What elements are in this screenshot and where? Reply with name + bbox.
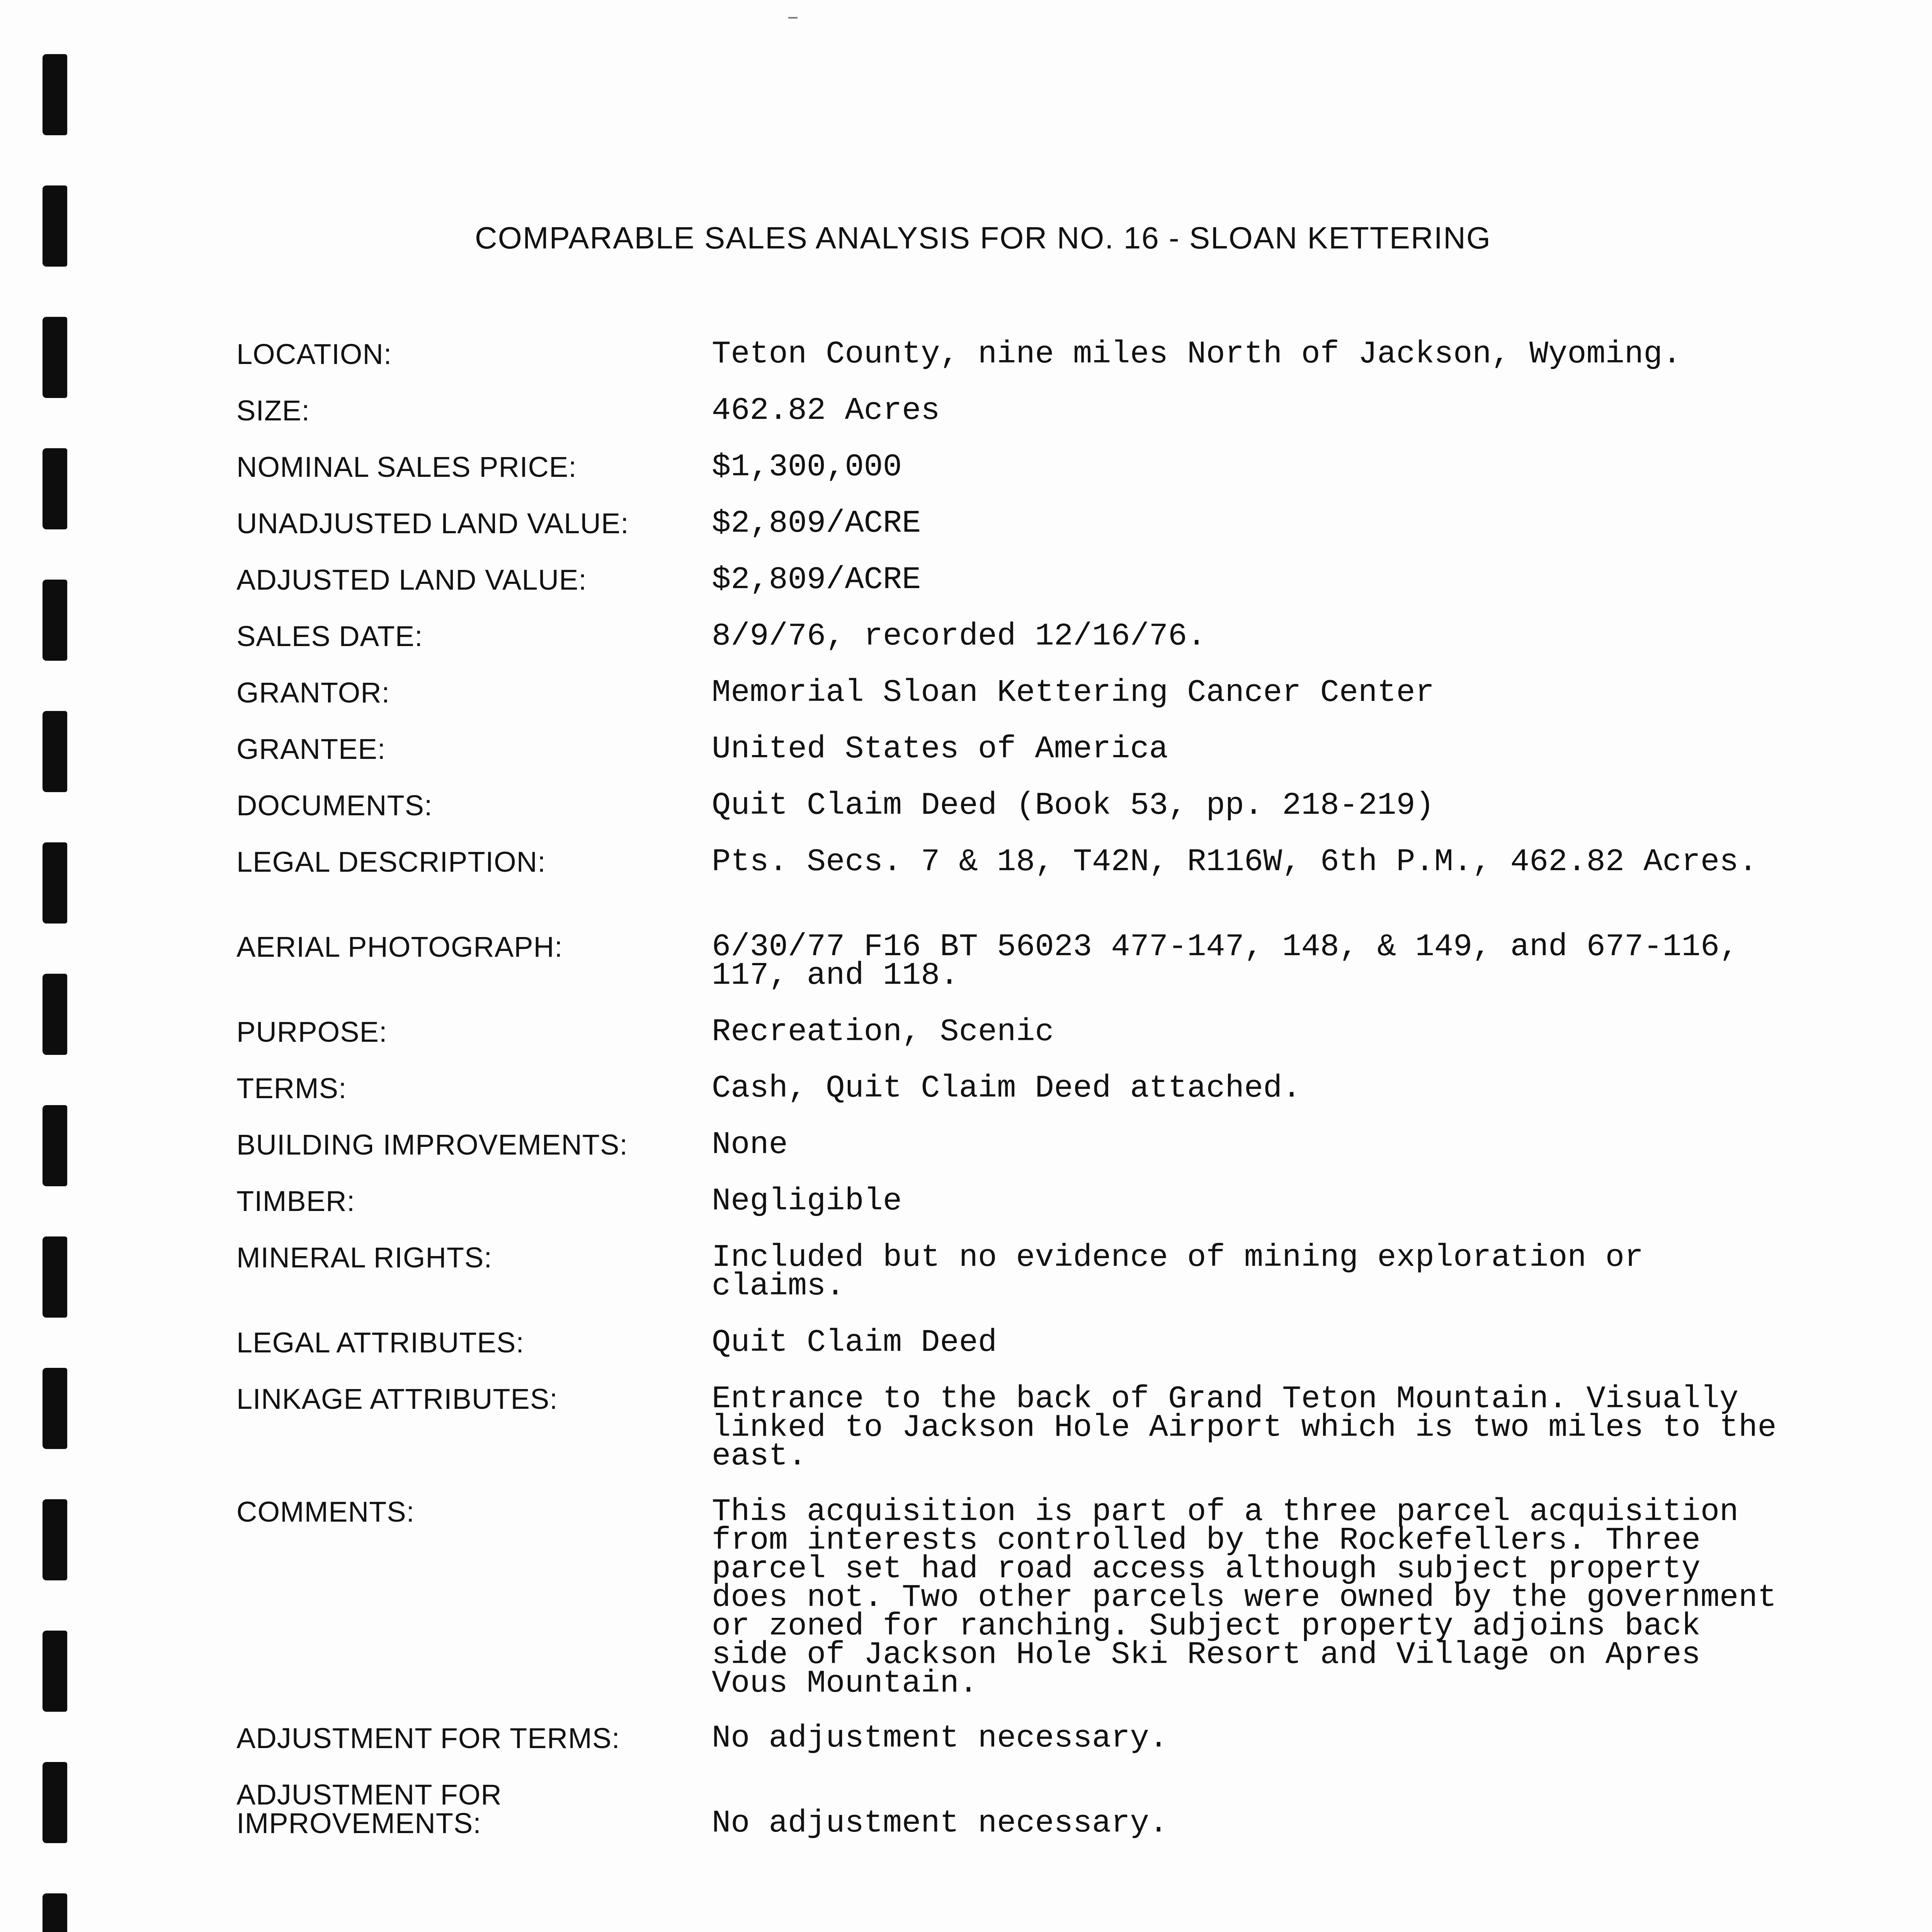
- field-label: SIZE:: [236, 395, 310, 427]
- binder-hole-mark: [43, 1631, 67, 1712]
- field-label: ADJUSTMENT FOR IMPROVEMENTS:: [236, 1779, 502, 1839]
- field-label: LINKAGE ATTRIBUTES:: [236, 1383, 558, 1415]
- field-value: Negligible: [712, 1183, 902, 1219]
- field-value: United States of America: [712, 731, 1168, 767]
- binder-hole-mark: [43, 54, 67, 135]
- field-value: 8/9/76, recorded 12/16/76.: [712, 618, 1206, 654]
- field-label: BUILDING IMPROVEMENTS:: [236, 1129, 628, 1161]
- binder-hole-mark: [43, 842, 67, 923]
- field-value: Included but no evidence of mining exploration or claims.: [712, 1240, 1644, 1304]
- field-value: 6/30/77 F16 BT 56023 477-147, 148, & 149, and 677-116, 117, and 118.: [712, 929, 1739, 993]
- field-value: Cash, Quit Claim Deed attached.: [712, 1070, 1301, 1106]
- field-label: LEGAL ATTRIBUTES:: [236, 1327, 524, 1359]
- field-value: $2,809/ACRE: [712, 562, 921, 598]
- field-label: ADJUSTMENT FOR TERMS:: [236, 1722, 620, 1754]
- field-label: GRANTOR:: [236, 677, 390, 709]
- field-label: SALES DATE:: [236, 620, 423, 652]
- binder-hole-mark: [43, 317, 67, 398]
- field-label: MINERAL RIGHTS:: [236, 1242, 492, 1274]
- binder-hole-mark: [43, 1368, 67, 1449]
- field-value: No adjustment necessary.: [712, 1720, 1168, 1756]
- field-value: $2,809/ACRE: [712, 505, 921, 541]
- scan-speck: [788, 17, 798, 19]
- field-label: UNADJUSTED LAND VALUE:: [236, 507, 629, 539]
- field-label: LOCATION:: [236, 338, 392, 370]
- binder-hole-mark: [43, 711, 67, 792]
- field-value: None: [712, 1127, 788, 1163]
- field-value: Recreation, Scenic: [712, 1014, 1054, 1050]
- field-label: COMMENTS:: [236, 1496, 415, 1528]
- field-label: TERMS:: [236, 1072, 347, 1104]
- field-label: PURPOSE:: [236, 1016, 388, 1048]
- field-value: Pts. Secs. 7 & 18, T42N, R116W, 6th P.M., 462.82 Acres.: [712, 844, 1758, 880]
- binder-hole-mark: [43, 448, 67, 529]
- binder-hole-mark: [43, 1499, 67, 1580]
- binder-hole-mark: [43, 1762, 67, 1843]
- field-value: 462.82 Acres: [712, 393, 940, 429]
- field-value: Entrance to the back of Grand Teton Mountain. Visually linked to Jackson Hole Airport which is two miles to the east.: [712, 1381, 1777, 1474]
- field-label: AERIAL PHOTOGRAPH:: [236, 931, 563, 963]
- field-value: No adjustment necessary.: [712, 1805, 1168, 1841]
- field-label: NOMINAL SALES PRICE:: [236, 451, 577, 483]
- field-value: Quit Claim Deed (Book 53, pp. 218-219): [712, 787, 1434, 823]
- binder-hole-mark: [43, 974, 67, 1055]
- field-value: Quit Claim Deed: [712, 1325, 997, 1361]
- binder-hole-mark: [43, 1236, 67, 1318]
- field-value: Teton County, nine miles North of Jackson, Wyoming.: [712, 336, 1682, 372]
- field-value: Memorial Sloan Kettering Cancer Center: [712, 675, 1434, 711]
- field-label: LEGAL DESCRIPTION:: [236, 846, 546, 878]
- field-label: DOCUMENTS:: [236, 789, 433, 821]
- document-title: COMPARABLE SALES ANALYSIS FOR NO. 16 - SLOAN KETTERING: [474, 221, 1492, 255]
- binder-hole-mark: [43, 1105, 67, 1186]
- field-label: GRANTEE:: [236, 733, 386, 765]
- field-value: This acquisition is part of a three parcel acquisition from interests controlled by the Rockefellers. Three parcel set had road access although subject property does not. Two other parcels were owned by the government or zoned for ranching. Subject property adjoins back side of Jackson Hole Ski Resort and Village on Apres Vous Mountain.: [712, 1494, 1777, 1701]
- field-value: $1,300,000: [712, 449, 902, 485]
- binder-hole-mark: [43, 580, 67, 661]
- field-label: TIMBER:: [236, 1185, 355, 1217]
- binder-hole-mark: [43, 1893, 67, 1932]
- field-label: ADJUSTED LAND VALUE:: [236, 564, 587, 596]
